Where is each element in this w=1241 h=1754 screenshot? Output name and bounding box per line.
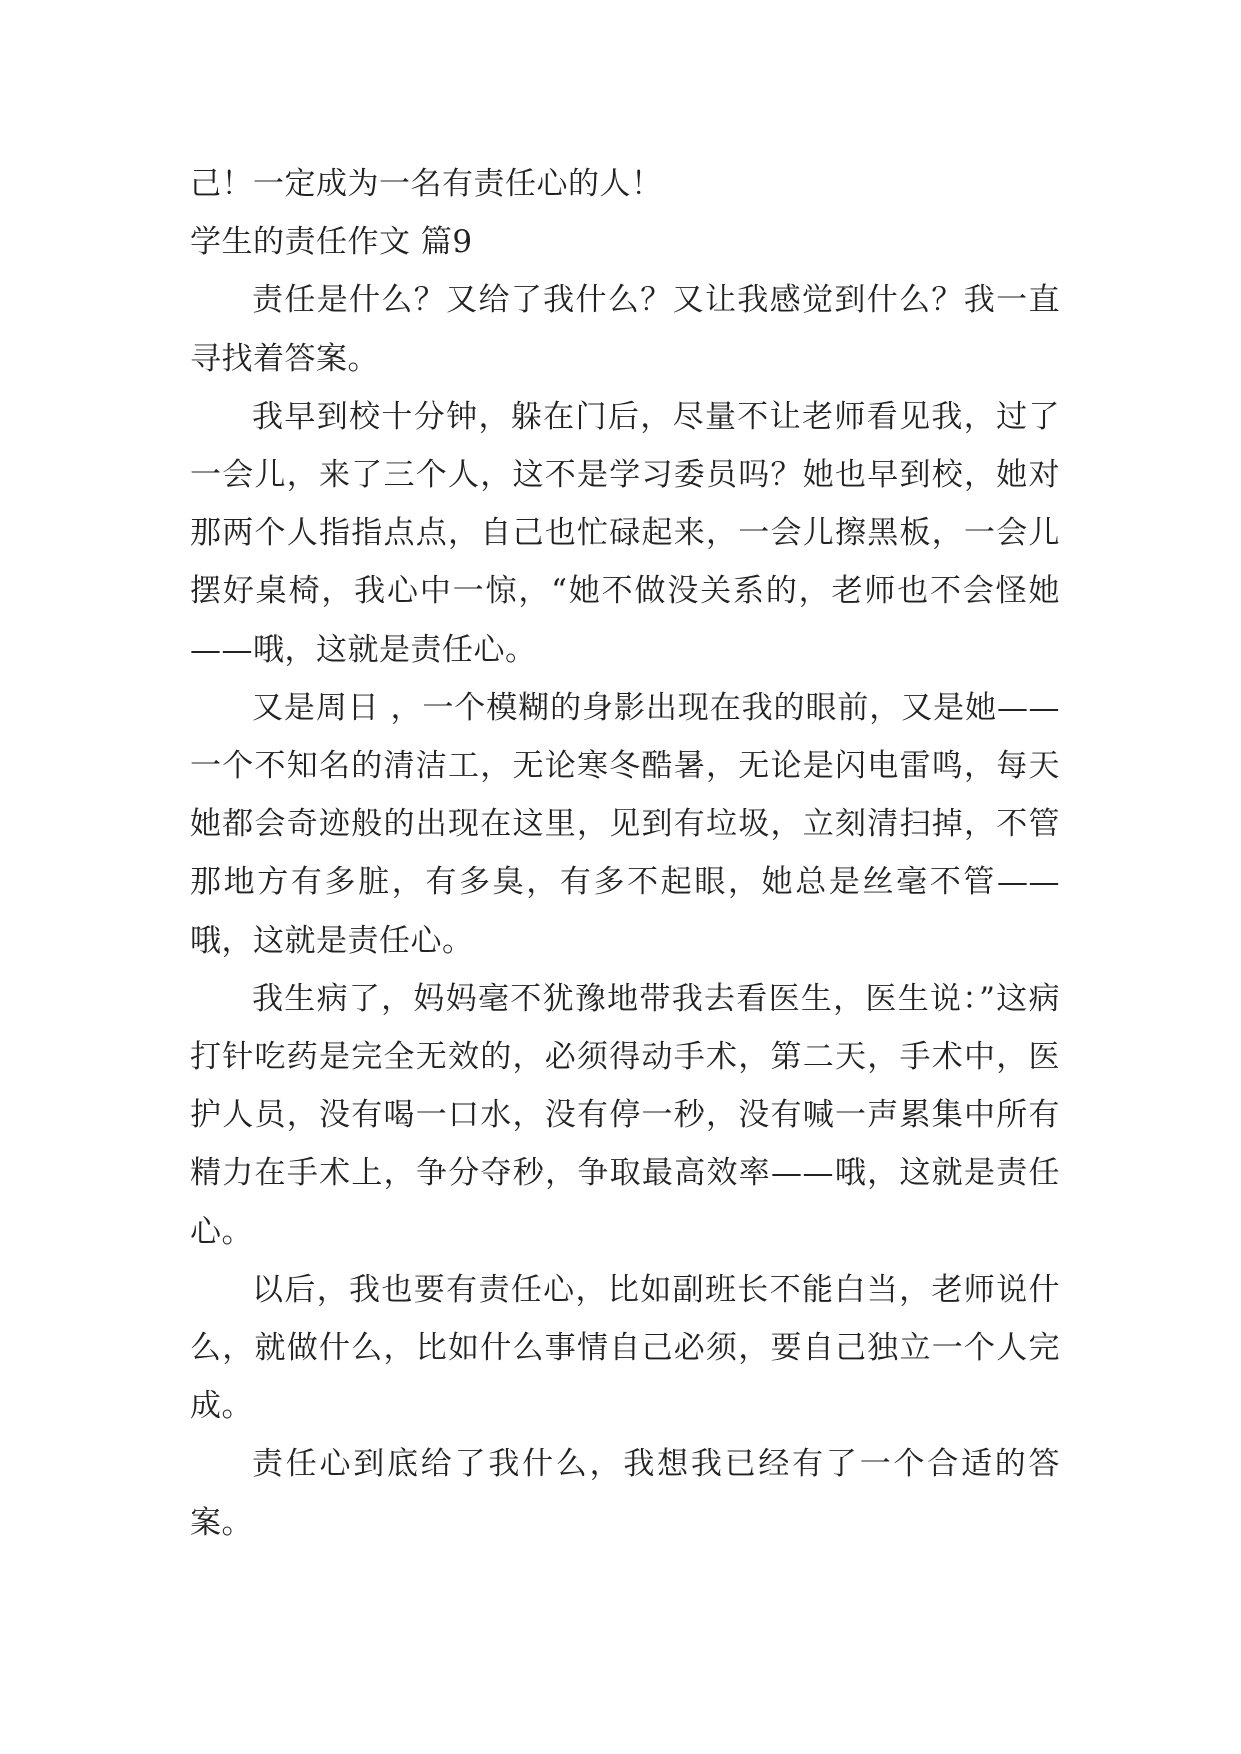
paragraph-2: 我早到校十分钟，躲在门后，尽量不让老师看见我，过了一会儿，来了三个人，这不是学习委员吗？她也早到校，她对那两个人指指点点，自己也忙碌起来，一会儿擦黑板，一会儿摆好桌椅，我心中一惊，“她不做没关系的，老师也不会怪她——哦，这就是责任心。	[190, 398, 1060, 668]
opening-line: 己！一定成为一名有责任心的人！	[190, 166, 663, 202]
paragraph-6: 责任心到底给了我什么，我想我已经有了一个合适的答案。	[190, 1446, 1060, 1541]
paragraph-3: 又是周日 ，一个模糊的身影出现在我的眼前，又是她——一个不知名的清洁工，无论寒冬酷暑，无论是闪电雷鸣，每天她都会奇迹般的出现在这里，见到有垃圾，立刻清扫掉，不管那地方有多脏，有多臭，有多不起眼，她总是丝毫不管——哦，这就是责任心。	[190, 689, 1060, 959]
paragraph-4: 我生病了，妈妈毫不犹豫地带我去看医生，医生说：”这病打针吃药是完全无效的，必须得动手术，第二天，手术中，医护人员，没有喝一口水，没有停一秒，没有喊一声累集中所有精力在手术上，争分夺秒，争取最高效率——哦，这就是责任心。	[190, 980, 1060, 1250]
paragraph-5: 以后，我也要有责任心，比如副班长不能白当，老师说什么，就做什么，比如什么事情自己必须，要自己独立一个人完成。	[190, 1271, 1060, 1425]
paragraph-1: 责任是什么？又给了我什么？又让我感觉到什么？我一直寻找着答案。	[190, 282, 1060, 377]
essay-heading: 学生的责任作文 篇9	[190, 224, 473, 261]
document-body	[190, 155, 1060, 1552]
